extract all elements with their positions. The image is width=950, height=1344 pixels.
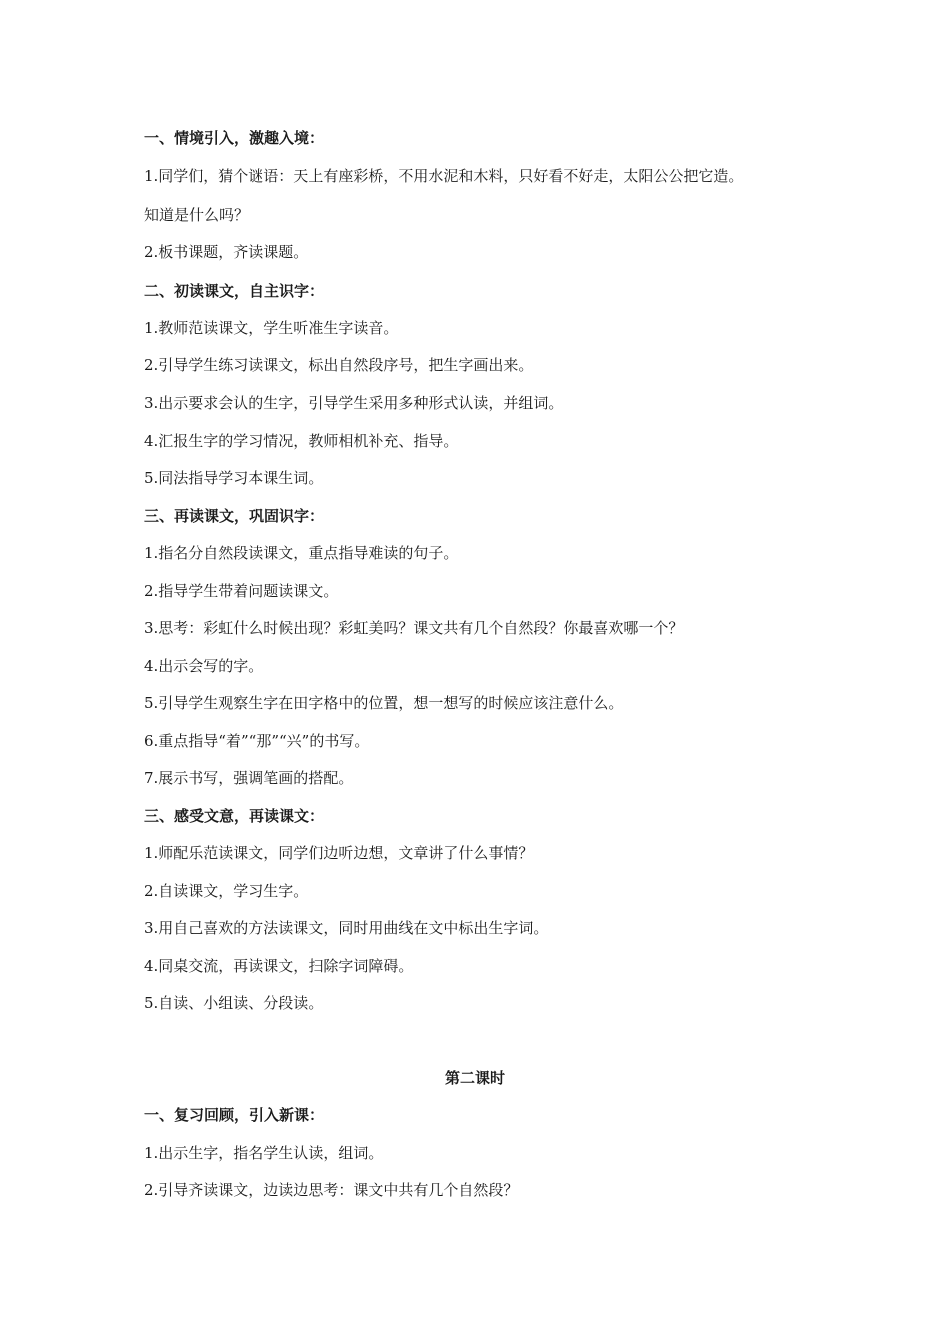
text-line: 3.用自己喜欢的方法读课文，同时用曲线在文中标出生字词。: [144, 919, 549, 937]
text-line: 5.同法指导学习本课生词。: [144, 469, 324, 487]
text-line: 1.教师范读课文，学生听准生字读音。: [144, 319, 399, 337]
text-line: 2.引导学生练习读课文，标出自然段序号，把生字画出来。: [144, 356, 534, 374]
text-line: 2.引导齐读课文，边读边思考：课文中共有几个自然段？: [144, 1181, 519, 1199]
text-line: 4.汇报生字的学习情况，教师相机补充、指导。: [144, 432, 459, 450]
section-heading: 三、再读课文，巩固识字：: [144, 507, 325, 525]
text-line: 2.自读课文，学习生字。: [144, 882, 309, 900]
section-heading: 三、感受文意，再读课文：: [144, 807, 325, 825]
text-line: 3.出示要求会认的生字，引导学生采用多种形式认读，并组词。: [144, 394, 564, 412]
text-line: 4.出示会写的字。: [144, 657, 264, 675]
section-heading: 二、初读课文，自主识字：: [144, 282, 325, 300]
text-line: 7.展示书写，强调笔画的搭配。: [144, 769, 354, 787]
text-line: 5.自读、小组读、分段读。: [144, 994, 324, 1012]
text-line: 1.指名分自然段读课文，重点指导难读的句子。: [144, 544, 459, 562]
text-line: 5.引导学生观察生字在田字格中的位置，想一想写的时候应该注意什么。: [144, 694, 624, 712]
section-heading: 一、复习回顾，引入新课：: [144, 1106, 325, 1124]
text-line: 6.重点指导“着”“那”“兴”的书写。: [144, 732, 370, 750]
text-line: 知道是什么吗？: [144, 206, 250, 224]
text-line: 2.指导学生带着问题读课文。: [144, 582, 339, 600]
text-line: 1.同学们，猜个谜语：天上有座彩桥，不用水泥和木料，只好看不好走，太阳公公把它造。: [144, 167, 744, 185]
lesson-title: 第二课时: [444, 1069, 505, 1087]
text-line: 1.出示生字，指名学生认读，组词。: [144, 1144, 384, 1162]
text-line: 3.思考：彩虹什么时候出现？彩虹美吗？课文共有几个自然段？你最喜欢哪一个？: [144, 619, 684, 637]
section-heading: 一、情境引入，激趣入境：: [144, 129, 325, 147]
text-line: 1.师配乐范读课文，同学们边听边想，文章讲了什么事情？: [144, 844, 534, 862]
text-line: 4.同桌交流，再读课文，扫除字词障碍。: [144, 957, 414, 975]
text-line: 2.板书课题，齐读课题。: [144, 243, 309, 261]
